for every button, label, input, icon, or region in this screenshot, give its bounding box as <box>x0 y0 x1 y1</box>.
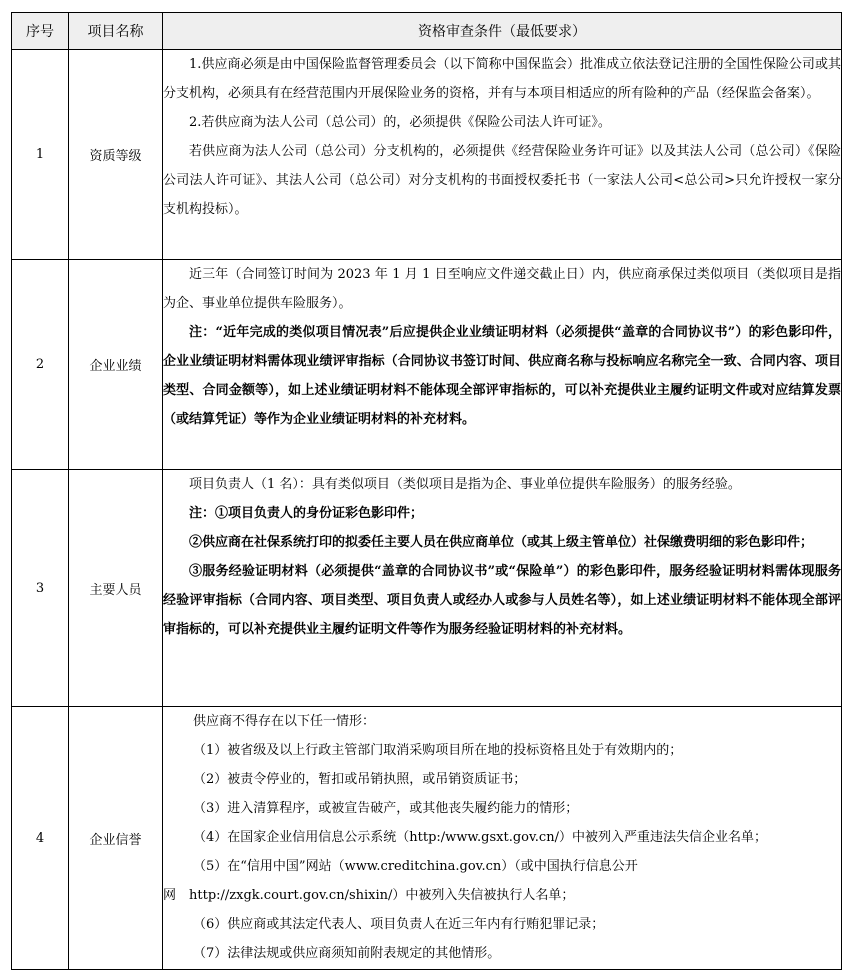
condition-list-item: （2）被责令停业的，暂扣或吊销执照，或吊销资质证书； <box>193 772 527 787</box>
condition-list-item-continued: 网 http://zxgk.court.gov.cn/shixin/）中被列入失信被执行人名单； <box>163 888 575 903</box>
condition-note-bold: 注：“近年完成的类似项目情况表”后应提供企业业绩证明材料（必须提供“盖章的合同协议书”）的彩色影印件，企业业绩证明材料需体现业绩评审指标（合同协议书签订时间、供应商名称与投标响应名称完全一致、合同内容、项目类型、合同金额等），如上述业绩证明材料不能体现全部评审指标的，可以补充提供业主履约证明文件或对应结算发票（或结算凭证）等作为企业业绩证明材料的补充材料。 <box>163 325 841 427</box>
condition-paragraph: 近三年（合同签订时间为 2023 年 1 月 1 日至响应文件递交截止日）内，供应商承保过类似项目（类似项目是指为企、事业单位提供车险服务）。 <box>163 267 841 311</box>
table-row <box>12 470 842 707</box>
row-number: 4 <box>12 707 69 970</box>
row-conditions <box>163 50 842 260</box>
condition-paragraph: 供应商不得存在以下任一情形： <box>193 714 376 729</box>
row-item-name: 主要人员 <box>69 470 163 707</box>
condition-paragraph: 若供应商为法人公司（总公司）分支机构的，必须提供《经营保险业务许可证》以及其法人公司（总公司）《保险公司法人许可证》、其法人公司（总公司）对分支机构的书面授权委托书（一家法人公司<总公司>只允许授权一家分支机构投标）。 <box>163 144 841 217</box>
condition-list-item: （3）进入清算程序，或被宣告破产，或其他丧失履约能力的情形； <box>193 801 579 816</box>
condition-note-bold: ③服务经验证明材料（必须提供“盖章的合同协议书”或“保险单”）的彩色影印件，服务经验证明材料需体现服务经验评审指标（合同内容、项目类型、项目负责人或经办人或参与人员姓名等），如上述业绩证明材料不能体现全部评审指标的，可以补充提供业主履约证明文件等作为服务经验证明材料的补充材料。 <box>163 564 841 637</box>
row-conditions <box>163 470 842 707</box>
condition-note-bold: ②供应商在社保系统打印的拟委任主要人员在供应商单位（或其上级主管单位）社保缴费明细的彩色影印件； <box>189 535 814 550</box>
condition-list-item: （1）被省级及以上行政主管部门取消采购项目所在地的投标资格且处于有效期内的； <box>193 743 683 758</box>
row-conditions <box>163 260 842 470</box>
condition-list-item: （7）法律法规或供应商须知前附表规定的其他情形。 <box>193 946 501 961</box>
row-item-name: 企业信誉 <box>69 707 163 970</box>
qualification-table <box>11 12 842 970</box>
condition-list-item: （4）在国家企业信用信息公示系统（http:/www.gsxt.gov.cn/）中被列入严重违法失信企业名单； <box>193 830 767 845</box>
condition-paragraph: 2.若供应商为法人公司（总公司）的，必须提供《保险公司法人许可证》。 <box>189 115 611 130</box>
condition-list-item: （6）供应商或其法定代表人、项目负责人在近三年内有行贿犯罪记录； <box>193 917 605 932</box>
row-number: 1 <box>12 50 69 260</box>
condition-paragraph: 1.供应商必须是由中国保险监督管理委员会（以下简称中国保监会）批准成立依法登记注册的全国性保险公司或其分支机构，必须具有在经营范围内开展保险业务的资格，并有与本项目相适应的所有险种的产品（经保监会备案）。 <box>163 57 841 101</box>
row-conditions <box>163 707 842 970</box>
header-conditions: 资格审查条件（最低要求） <box>163 13 842 50</box>
condition-list-item: （5）在“信用中国”网站（www.creditchina.gov.cn）（或中国执行信息公开 <box>193 859 638 874</box>
table-row <box>12 50 842 260</box>
row-item-name: 企业业绩 <box>69 260 163 470</box>
condition-note-bold: 注：①项目负责人的身份证彩色影印件； <box>189 506 424 521</box>
header-item-name: 项目名称 <box>69 13 163 50</box>
row-item-name: 资质等级 <box>69 50 163 260</box>
table-row <box>12 260 842 470</box>
row-number: 2 <box>12 260 69 470</box>
table-header-row <box>12 13 842 50</box>
header-no: 序号 <box>12 13 69 50</box>
table-row <box>12 707 842 970</box>
condition-paragraph: 项目负责人（1 名）：具有类似项目（类似项目是指为企、事业单位提供车险服务）的服务经验。 <box>189 477 741 492</box>
row-number: 3 <box>12 470 69 707</box>
